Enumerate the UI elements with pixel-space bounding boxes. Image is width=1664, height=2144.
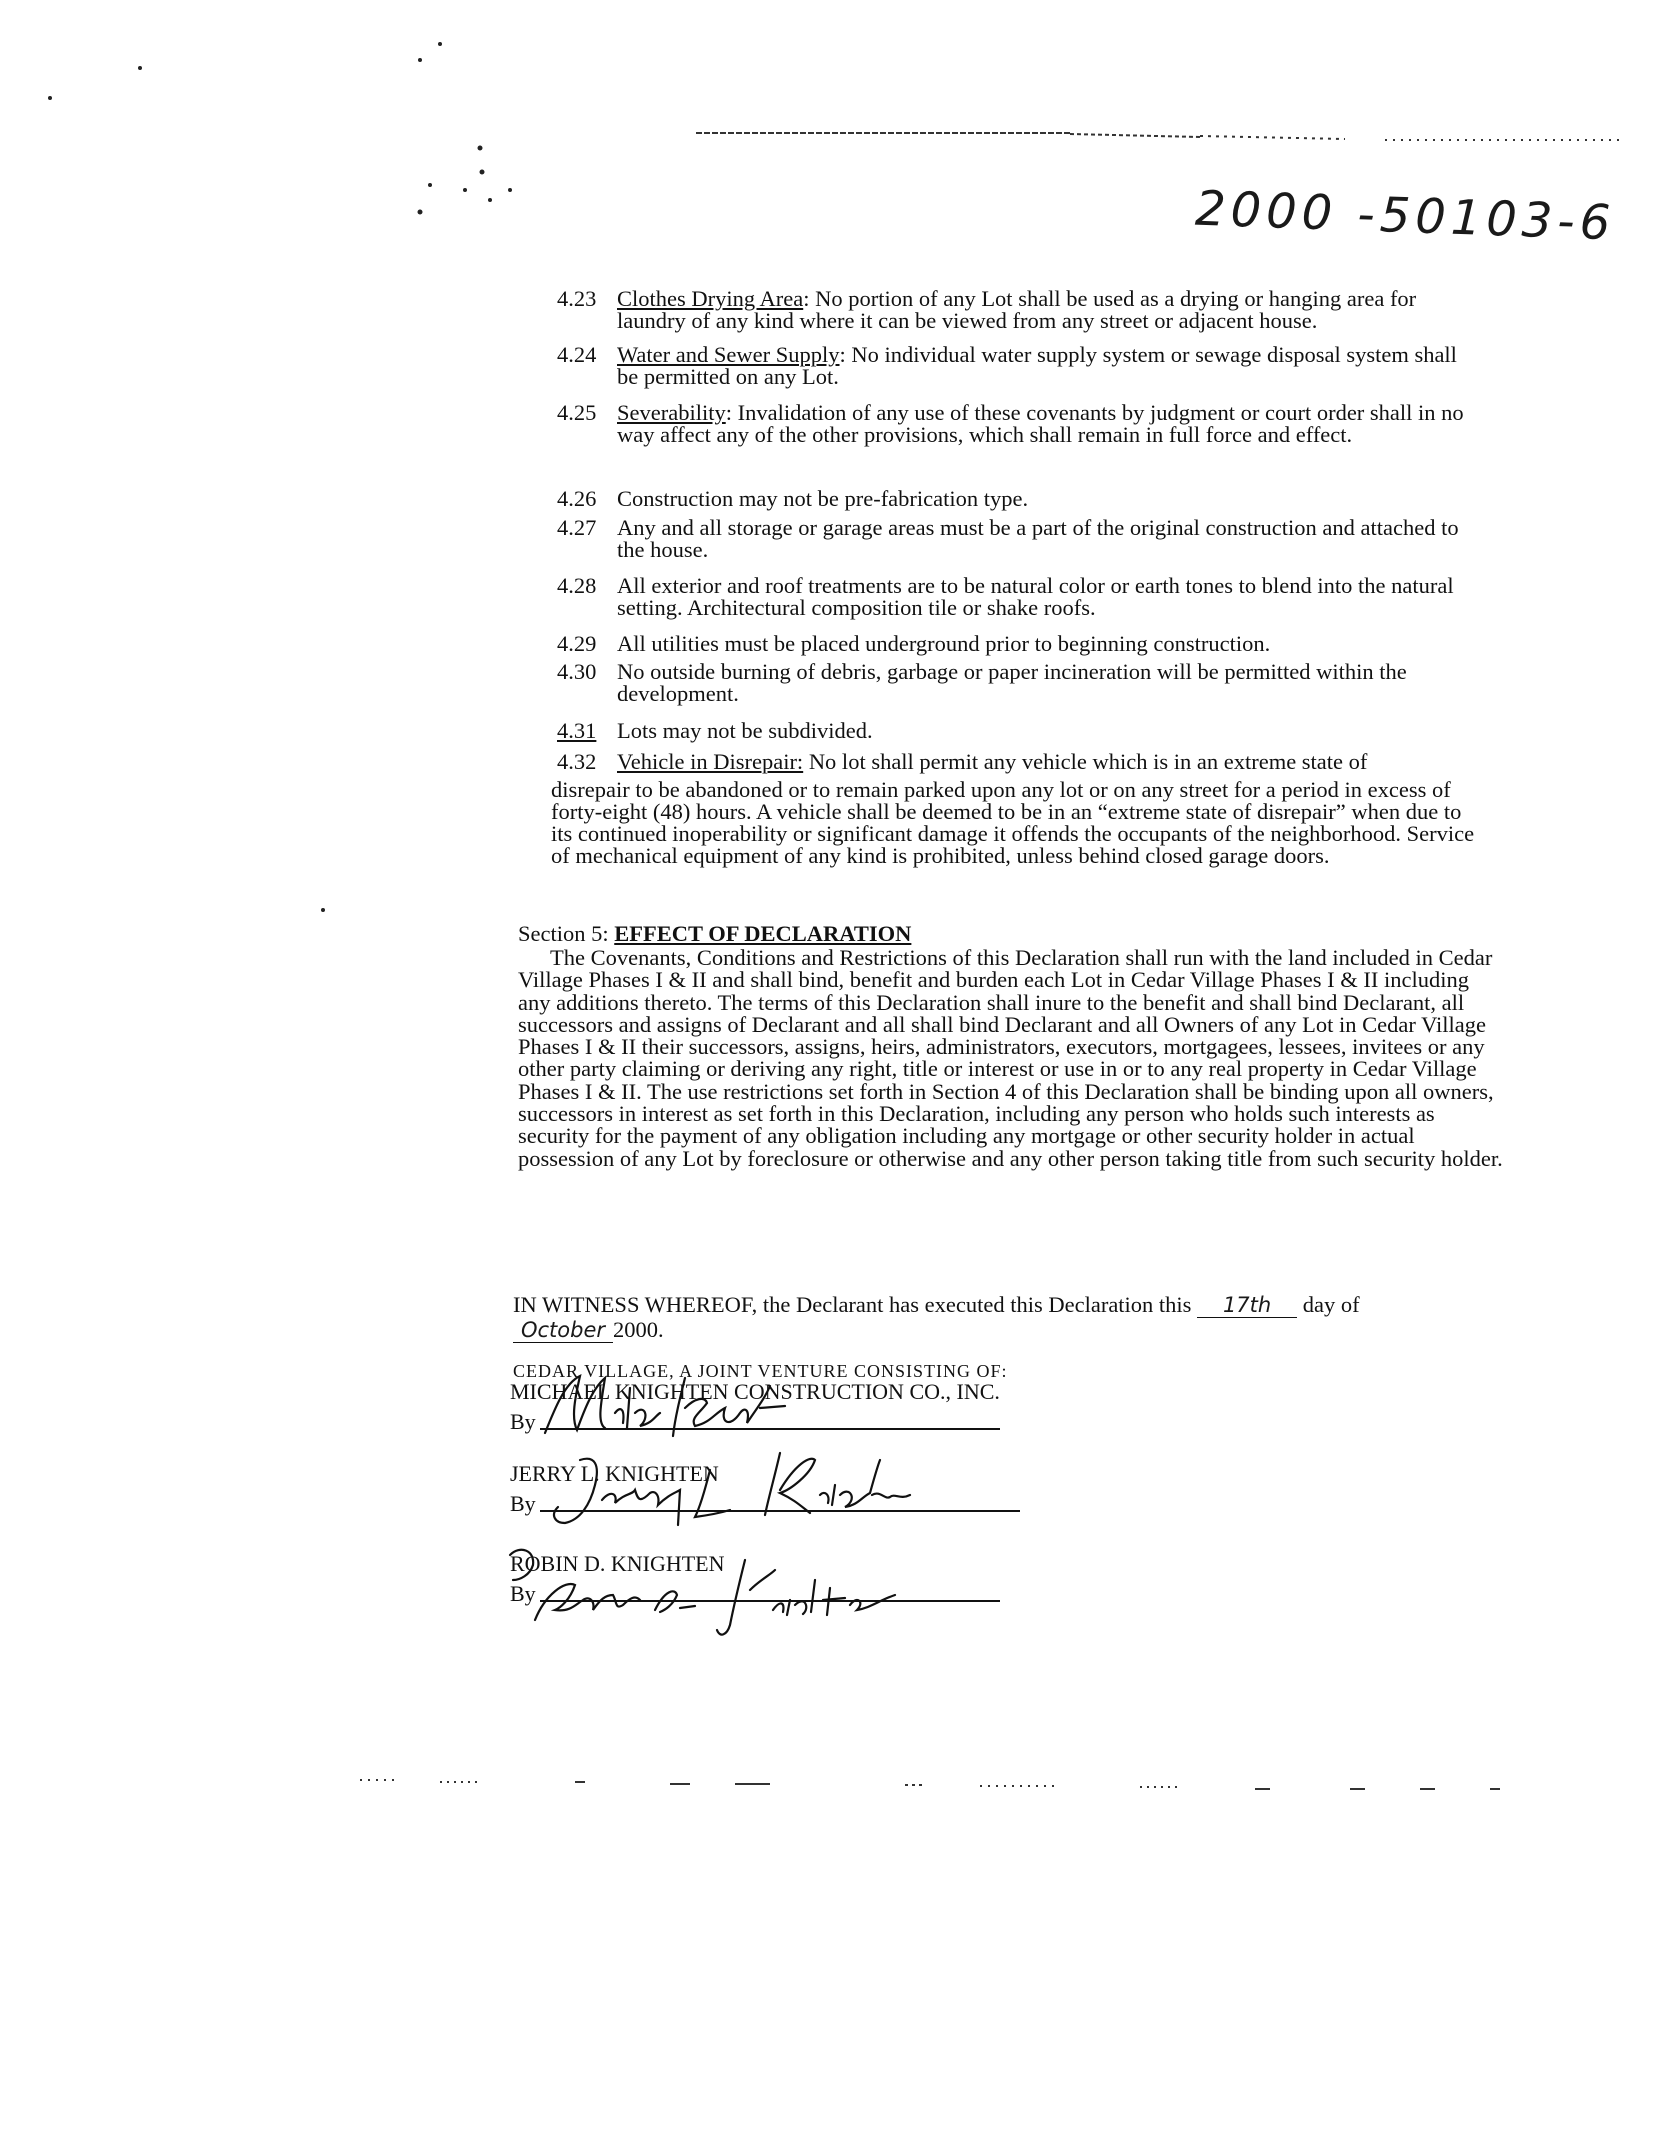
- section-label: Section 5:: [518, 921, 609, 946]
- clause-text: : Invalidation of any use of these covenants by judgment or court order shall in no way affect any of the other provisions, which shall remain in full force and effect.: [617, 400, 1464, 447]
- clause-number: 4.31: [557, 718, 597, 743]
- witness-year: 2000.: [613, 1317, 664, 1342]
- joint-venture-header: CEDAR VILLAGE, A JOINT VENTURE CONSISTING OF:: [513, 1361, 1008, 1381]
- clause-text: Construction may not be pre-fabrication type.: [617, 486, 1029, 511]
- clause-number: 4.28: [557, 573, 597, 598]
- clause-text: Any and all storage or garage areas must be a part of the original construction and attached to the house.: [617, 515, 1459, 562]
- clause-heading: Clothes Drying Area: [617, 286, 804, 311]
- clause-number: 4.24: [557, 342, 597, 367]
- clause-number: 4.27: [557, 515, 597, 540]
- clause-text: No outside burning of debris, garbage or paper incineration will be permitted within the development.: [617, 659, 1407, 706]
- witness-text-after: day of: [1302, 1292, 1360, 1317]
- section-title: EFFECT OF DECLARATION: [614, 921, 912, 946]
- signature-mike-knighten: [535, 1368, 815, 1448]
- clause-text: All utilities must be placed underground prior to beginning construction.: [617, 631, 1271, 656]
- witness-clause: [513, 1293, 1513, 1343]
- witness-text: IN WITNESS WHEREOF, the Declarant has executed this Declaration this: [513, 1292, 1192, 1317]
- clause-text: No lot shall permit any vehicle which is in an extreme state of: [808, 749, 1368, 774]
- clause-number: 4.23: [557, 286, 597, 311]
- clause-heading: Vehicle in Disrepair:: [617, 749, 804, 774]
- clause-number: 4.25: [557, 400, 597, 425]
- clause-text: : No individual water supply system or sewage disposal system shall be permitted on any Lot.: [617, 342, 1457, 389]
- witness-day: 17th: [1197, 1293, 1297, 1318]
- clause-number: 4.30: [557, 659, 597, 684]
- document-number: 2000 -50103-6: [1194, 180, 1617, 252]
- signature-robin-knighten: [505, 1540, 925, 1640]
- clause-number: 4.26: [557, 486, 597, 511]
- clause-heading: Water and Sewer Supply: [617, 342, 840, 367]
- clause-text: Lots may not be subdivided.: [617, 718, 873, 743]
- clause-4-32-body: disrepair to be abandoned or to remain parked upon any lot or on any street for a period in excess of forty-eight (48) hours. A vehicle shall be deemed to be in an “extreme state of disrepair” when due to its continued inoperability or significant damage it offends the occupants of the neighborhood. Service of mechanical equipment of any kind is prohibited, unless behind closed garage doors.: [551, 777, 1475, 868]
- witness-month: October: [513, 1318, 613, 1343]
- signatory-jerry: JERRY L. KNIGHTEN: [510, 1461, 719, 1486]
- signatory-robin: ROBIN D. KNIGHTEN: [510, 1551, 725, 1576]
- clause-text: : No portion of any Lot shall be used as a drying or hanging area for laundry of any kind where it can be viewed from any street or adjacent house.: [617, 286, 1417, 333]
- by-label-2: By: [510, 1491, 536, 1516]
- by-label-1: By: [510, 1409, 536, 1434]
- signature-jerry-knighten: [540, 1445, 940, 1535]
- section-5-heading: [518, 922, 911, 946]
- clause-heading: Severability: [617, 400, 726, 425]
- signatory-company: MICHAEL KNIGHTEN CONSTRUCTION CO., INC.: [510, 1379, 1000, 1404]
- clause-number: 4.29: [557, 631, 597, 656]
- clause-text: All exterior and roof treatments are to be natural color or earth tones to blend into the natural setting. Architectural composition tile or shake roofs.: [617, 573, 1454, 620]
- section-5-body: The Covenants, Conditions and Restrictions of this Declaration shall run with the land included in Cedar Village Phases I & II and shall bind, benefit and burden each Lot in Cedar Village Phases I & II including any additions thereto. The terms of this Declaration shall inure to the benefit and shall bind Declarant, all successors and assigns of Declarant and all shall bind Declarant and all Owners of any Lot in Cedar Village Phases I & II their successors, assigns, heirs, administrators, executors, mortgagees, lessees, invitees or any other party claiming or deriving any right, title or interest or use in or to any real property in Cedar Village Phases I & II. The use restrictions set forth in Section 4 of this Declaration shall be binding upon all owners, successors in interest as set forth in this Declaration, including any person who holds such interests as security for the payment of any obligation including any mortgage or other security holder in actual possession of any Lot by foreclosure or otherwise and any other person taking title from such security holder.: [518, 945, 1503, 1171]
- clause-number: 4.32: [557, 749, 597, 774]
- by-label-3: By: [510, 1581, 536, 1606]
